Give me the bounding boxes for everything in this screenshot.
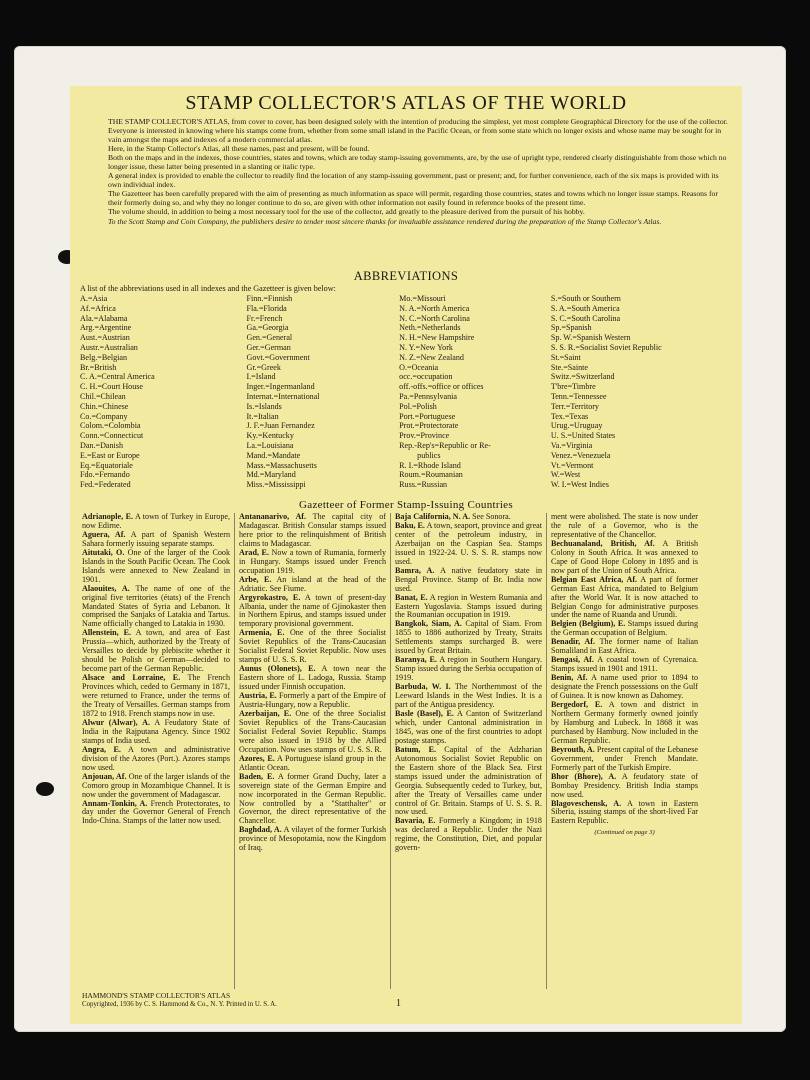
entry-text: A coastal town of Cyrenaica. Stamps issued in 1901 and 1911. (551, 655, 698, 674)
abbreviation-column (80, 294, 246, 490)
abbreviation-item: Sp.=Spanish (550, 323, 592, 333)
intro-paragraph: Both on the maps and in the indexes, those countries, states and towns, which are today stamp-issuing governments, are, by the use of upright type, rendered clearly distinguishable from those which no longer issue, these latter being presented in a slanting or italic type. (108, 153, 727, 172)
gazetteer-entry (395, 522, 542, 567)
entry-text: A part of former German East Africa, mandated to Belgium after the World War. It is now attached to Belgian Congo for administrative purposes under the name of Ruanda and Urundi. (551, 574, 698, 620)
publication-name: HAMMOND'S STAMP COLLECTOR'S ATLAS (82, 991, 231, 1000)
atlas-page (70, 86, 742, 1024)
entry-name: Bechuanaland, British, Af. (551, 538, 655, 548)
entry-name: Arbe, E. (239, 574, 272, 584)
gazetteer-entry (82, 513, 230, 531)
entry-name: Batum, E. (395, 744, 437, 754)
entry-name: Baja California, N. A. (395, 513, 471, 521)
entry-text: A town in Eastern Siberia, issuing stamps of the short-lived Far Eastern Republic. (551, 798, 698, 826)
gazetteer-entry (82, 800, 230, 827)
entry-name: Argyrokastro, E. (239, 592, 301, 602)
abbreviation-column (246, 294, 399, 490)
abbreviation-item: Chil.=Chilean (80, 391, 126, 401)
entry-name: Bangkok, Siam, A. (395, 619, 462, 629)
gazetteer-entry (551, 773, 698, 800)
gazetteer-columns (78, 513, 740, 989)
abbreviation-item: Russ.=Russian (399, 480, 448, 490)
abbreviation-item: Switz.=Switzerland (550, 372, 615, 382)
gazetteer-entry (395, 746, 542, 818)
entry-text: See Sonora. (472, 513, 511, 521)
entry-text: The former name of Italian Somaliland in East Africa. (551, 637, 698, 656)
gazetteer-entry (395, 594, 542, 621)
abbreviation-item: Prot.=Protectorate (399, 421, 459, 431)
abbreviation-item: S. S. R.=Socialist Soviet Republic (550, 342, 662, 352)
gazetteer-entry (239, 576, 386, 594)
gazetteer-entry (82, 585, 230, 630)
entry-name: Antananarivo, Af. (239, 513, 307, 521)
acknowledgement: To the Scott Stamp and Coin Company, the publishers desire to tender most sincere thanks for invaluable assistance rendered during the preparation of the Stamp Collector's Atlas. (108, 216, 662, 226)
abbreviation-item: Rep.-Rep's=Republic or Re- (399, 440, 491, 450)
abbreviation-item: Prov.=Province (399, 431, 450, 441)
abbreviation-item: U. S.=United States (550, 431, 616, 441)
abbreviation-item: Fla.=Florida (246, 303, 287, 313)
gazetteer-entry (551, 746, 698, 773)
gazetteer-entry (82, 674, 230, 719)
gazetteer-entry (239, 692, 386, 710)
abbreviation-item: I.=Island (246, 372, 276, 382)
entry-name: Bergedorf, E. (551, 700, 603, 710)
gazetteer-entry (395, 620, 542, 656)
intro-paragraph: A general index is provided to enable the collector to readily find the location of any stamp-issuing government, past or present; and, for further convenience, each of the six maps is provided with its own individual index. (108, 171, 719, 190)
abbreviation-item: Fdo.=Fernando (80, 470, 130, 480)
abbreviation-item: N. H.=New Hampshire (399, 333, 475, 343)
gazetteer-entry (551, 513, 698, 540)
intro-paragraph: THE STAMP COLLECTOR'S ATLAS, from cover to cover, has been designed solely with the intention of producing the simplest, yet most complete Geographical Directory for the use of the collector. (108, 117, 728, 126)
gazetteer-entry (551, 638, 698, 656)
entry-name: Alaouites, A. (82, 583, 130, 593)
abbreviation-item: Aust.=Austrian (80, 333, 130, 343)
abbreviation-item: Chin.=Chinese (80, 401, 129, 411)
abbreviation-item: La.=Louisiana (246, 440, 294, 450)
abbreviation-item: Fr.=French (246, 313, 283, 323)
entry-name: Annam-Tonkin, A. (82, 798, 148, 808)
gazetteer-entry (239, 629, 386, 665)
abbreviation-item: Md.=Maryland (246, 470, 296, 480)
entry-name: Allenstein, E. (82, 628, 132, 638)
gazetteer-column (234, 513, 390, 989)
entry-name: Benin, Af. (551, 673, 588, 683)
abbreviation-item: N. Y.=New York (399, 342, 453, 352)
abbreviation-item: Vt.=Vermont (550, 460, 594, 470)
abbreviation-item: Fed.=Federated (80, 480, 131, 490)
entry-name: Bamra, A. (395, 565, 435, 575)
intro-paragraph: Here, in the Stamp Collector's Atlas, all these names, past and present, will be found. (108, 144, 370, 154)
abbreviation-item: Mo.=Missouri (399, 294, 446, 303)
entry-text: A region in Western Rumania and Eastern Yugoslavia. Stamps issued during the Roumanian occupation in 1919. (395, 592, 542, 620)
entry-name: Adrianople, E. (82, 513, 133, 521)
entry-text: A vilayet of the former Turkish province of Mesopotamia, now the Kingdom of Iraq. (239, 825, 386, 853)
gazetteer-entry (239, 773, 386, 827)
abbreviation-item: Ger.=German (246, 342, 291, 352)
gazetteer-entry (551, 701, 698, 746)
abbreviation-item: Miss.=Mississippi (246, 480, 306, 490)
entry-name: Belgien (Belgium), E. (551, 619, 626, 629)
gazetteer-entry (395, 683, 542, 710)
entry-name: Beyrouth, A. (551, 744, 595, 754)
abbreviation-item: Internat.=International (246, 391, 320, 401)
abbreviation-item: Sp. W.=Spanish Western (550, 333, 631, 343)
entry-text: A Feudatory State of India in the Rajputana Agency. Since 1902 stamps of India used. (82, 717, 230, 745)
gazetteer-entry (551, 800, 698, 827)
abbreviation-item: S. C.=South Carolina (550, 313, 621, 323)
abbreviation-column (551, 294, 738, 490)
intro-text (108, 117, 732, 226)
abbreviation-item: Ky.=Kentucky (246, 431, 294, 441)
abbreviation-item: Ga.=Georgia (246, 323, 289, 333)
intro-paragraph: The volume should, in addition to being a most necessary tool for the use of the collector, add greatly to the pleasure derived from the pursuit of his hobby. (108, 207, 585, 217)
entry-text: A region in Southern Hungary. Stamp issued during the Serbia occupation of 1919. (395, 655, 543, 683)
punch-hole-bottom (36, 782, 54, 796)
abbreviation-item: S. A.=South America (550, 303, 620, 313)
gazetteer-entry (82, 531, 230, 549)
abbreviation-item: E.=East or Europe (80, 450, 140, 460)
entry-text: The capital city of Madagascar. British Consular stamps issued here prior to the relinquishment of British claims to Madagascar. (239, 513, 386, 548)
abbreviation-item: It.=Italian (246, 411, 279, 421)
abbreviation-item: A.=Asia (80, 294, 108, 303)
gazetteer-entry (239, 513, 386, 549)
abbreviation-item: S.=South or Southern (550, 294, 621, 303)
entry-text: A town, and area of East Prussia—which, authorized by the Treaty of Versailles to decide by plebiscite whether it should be Polish or German—decided to become part of the German Republic. (82, 628, 231, 674)
entry-name: Austria, E. (239, 691, 277, 701)
gazetteer-entry (239, 594, 386, 630)
abbreviation-column (399, 294, 551, 490)
entry-text: Present capital of the Lebanese Government, under French Mandate. Formerly part of the Turkish Empire. (551, 744, 698, 772)
abbreviation-item: off.-offs.=office or offices (399, 382, 484, 392)
entry-text: A former Grand Duchy, later a sovereign state of the German Empire and now incorporated in the German Republic. Now controlled by a "Statthalter" or Governor, the direct representative of the Chancellor. (239, 771, 387, 826)
abbreviation-item: Pa.=Pennsylvania (399, 391, 457, 401)
gazetteer-entry (239, 665, 386, 692)
abbreviation-item: N. Z.=New Zealand (399, 352, 464, 362)
gazetteer-entry (395, 656, 542, 683)
entry-text: A feudatory state of Bombay Presidency. British India stamps now used. (551, 771, 698, 799)
abbreviation-item: occ.=occupation (399, 372, 453, 382)
gazetteer-entry (82, 629, 230, 674)
gazetteer-entry (82, 549, 230, 585)
abbreviation-item: Terr.=Territory (550, 401, 599, 411)
entry-name: Aunus (Olonets), E. (239, 664, 316, 674)
abbreviation-item: O.=Oceania (399, 362, 439, 372)
abbreviation-item: Finn.=Finnish (246, 294, 293, 303)
entry-text: Stamps issued during the German occupation of Belgium. (551, 619, 698, 638)
entry-text: A name used prior to 1894 to designate the French possessions on the Gulf of Guinea. It is now known as Dahomey. (551, 673, 698, 701)
abbreviation-item: St.=Saint (550, 352, 581, 362)
entry-name: Basle (Basel), E. (395, 708, 454, 718)
intro-paragraph: The Gazetteer has been carefully prepared with the aim of presenting as much information as space will permit, regarding those countries, states and towns which no longer issue stamps. Reasons for their formerly doing so, and why they no longer continue to do so, are given with other information not easily found in reference books of the present time. (108, 189, 718, 208)
abbreviations-heading: ABBREVIATIONS (353, 269, 459, 283)
entry-name: Alsace and Lorraine, E. (82, 673, 181, 683)
abbreviation-item: Arg.=Argentine (80, 323, 132, 333)
abbreviation-item: Pol.=Polish (399, 401, 437, 411)
abbreviation-item: Venez.=Venezuela (550, 450, 611, 460)
abbreviation-item: Gen.=General (246, 333, 293, 343)
abbreviation-item: Mass.=Massachusetts (246, 460, 317, 470)
entry-name: Armenia, E. (239, 628, 285, 638)
entry-name: Baku, E. (395, 520, 425, 530)
entry-text: A British Colony in South Africa. It was annexed to Cape of Good Hope Colony in 1895 and is now part of the Union of South Africa. (551, 538, 699, 575)
entry-name: Azores, E. (239, 753, 275, 763)
entry-text: A Portuguese island group in the Atlantic Ocean. (239, 753, 386, 772)
gazetteer-heading: Gazetteer of Former Stamp-Issuing Countries (299, 499, 513, 511)
abbreviation-item: C. H.=Court House (80, 382, 144, 392)
entry-text: A Canton of Switzerland which, under Cantonal administration in 1845, was one of the first countries to adopt postage stamps. (395, 708, 542, 745)
entry-text: A town and district in Northern Germany formerly owned jointly by Hamburg and Lubeck. In 1868 it was purchased by Hamburg. Now included in the German Republic. (551, 700, 699, 745)
entry-name: Azerbaijan, E. (239, 708, 292, 718)
abbreviation-item: Tenn.=Tennessee (550, 391, 607, 401)
abbreviation-item: R. I.=Rhode Island (399, 460, 461, 470)
abbreviation-item: T'bre=Timbre (550, 382, 596, 392)
page-number: 1 (396, 998, 401, 1009)
entry-name: Barbuda, W. I. (395, 682, 451, 692)
gazetteer-entry (551, 620, 698, 638)
abbreviation-item: Is.=Islands (246, 401, 282, 411)
abbreviation-item: Govt.=Government (246, 352, 310, 362)
gazetteer-entry (82, 719, 230, 746)
gazetteer-entry (395, 710, 542, 746)
entry-text: The French Provinces which, ceded to Germany in 1871, were returned to France, under the terms of the Treaty of Versailles. German stamps from 1872 to 1918. French stamps now in use. (82, 673, 230, 718)
entry-name: Benadir, Af. (551, 637, 595, 647)
entry-name: Angra, E. (82, 744, 121, 754)
entry-text: ment were abolished. The state is now under the rule of a Governor, who is the representative of the Chancellor. (551, 513, 698, 539)
entry-text: A town of present-day Albania, under the name of Gjinokaster then in Northern Epirus, and stamps issued under temporary provisional government. (239, 592, 386, 629)
entry-text: French Protectorates, to day under the Governor General of French Indo-China. Stamps of the latter now used. (82, 798, 231, 826)
entry-name: Banat, E. (395, 592, 428, 602)
intro-paragraph: Everyone is interested in knowing where his stamps come from, whether from some small island in the Pacific Ocean, or from some state which no longer exists and whose name may be sought for in vain amongst the maps and indexes of a modern commercial atlas. (108, 126, 722, 145)
abbreviation-item: N. C.=North Carolina (399, 313, 470, 323)
abbreviation-item: Port.=Portuguese (399, 411, 456, 421)
entry-text: A town and administrative division of the Azores (Port.). Azores stamps now used. (82, 744, 230, 772)
entry-text: Formerly a part of the Empire of Austria-Hungary, now a Republic. (239, 691, 386, 710)
abbreviation-item: J. F.=Juan Fernandez (246, 421, 315, 431)
entry-text: The name of one of the original five territories (états) of the French Mandated States of Syria and Lebanon. It comprised the Sanjaks of Latakia and Tartus. Name officially changed to Latakia in 1930. (82, 583, 230, 629)
entry-name: Alwur (Alwar), A. (82, 717, 150, 727)
gazetteer-entry (551, 674, 698, 701)
abbreviation-item: Br.=British (80, 362, 117, 372)
abbreviation-item: N. A.=North America (399, 303, 470, 313)
entry-name: Blagoveschensk, A. (551, 798, 622, 808)
abbreviation-item: Af.=Africa (80, 303, 116, 313)
entry-text: Capital of Siam. From 1855 to 1886 authorized by Treaty, Straits Settlements stamps surcharged B. were issued by Great Britain. (395, 619, 542, 656)
abbreviation-item: Roum.=Roumanian (399, 470, 463, 480)
abbreviations-intro: A list of the abbreviations used in all indexes and the Gazetteer is given below: (80, 284, 336, 293)
entry-name: Arad, E. (239, 547, 269, 557)
entry-text: One of the three Socialist Soviet Republics of the Trans-Caucasian Socialist Federal Soviet Republic. Stamps were also issued in 1918 by the Allied Occupation. Now uses stamps of U. S. S. R. (239, 708, 386, 754)
entry-name: Anjouan, Af. (82, 771, 127, 781)
entry-name: Baranya, E. (395, 655, 437, 665)
abbreviation-item: W. I.=West Indies (550, 480, 609, 490)
entry-name: Belgian East Africa, Af. (551, 574, 638, 584)
entry-text: An island at the head of the Adriatic. See Fiume. (239, 574, 387, 593)
entry-name: Aguera, Af. (82, 529, 126, 539)
abbreviation-item: Mand.=Mandate (246, 450, 301, 460)
entry-name: Baghdad, A. (239, 825, 282, 835)
entry-text: One of the three Socialist Soviet Republics of the Trans-Caucasian Socialist Federal Soviet Republic. Now uses stamps of U. S. S. R. (239, 628, 386, 665)
abbreviation-item: Neth.=Netherlands (399, 323, 461, 333)
abbreviation-item: Urug.=Uruguay (550, 421, 603, 431)
abbreviation-item: Ste.=Sainte (550, 362, 588, 372)
gazetteer-entry (239, 710, 386, 755)
gazetteer-column (546, 513, 702, 989)
abbreviations-list (80, 294, 738, 490)
entry-text: Capital of the Adzharian Autonomous Socialist Soviet Republic on the Eastern shore of the Black Sea. First stamps issued under the administration of Georgia. Subsequently ceded to Turkey, but, after the Treaty of Versailles came under control of Gr. Britain. Stamps of U. S. S. R. now used. (395, 744, 542, 817)
entry-text: A native feudatory state in Bengal Province. Stamp of Br. India now used. (395, 565, 543, 593)
entry-text: One of the larger islands of the Comoro group in Mozambique Channel. It is now under the government of Madagascar. (82, 771, 230, 799)
entry-name: Aitutaki, O. (82, 547, 125, 557)
entry-text: Formerly a Kingdom; in 1918 was declared a Republic. Under the Nazi regime, the Constitution, Diet, and popular govern- (395, 816, 542, 853)
entry-text: Now a town of Rumania, formerly in Hungary. Stamps issued under French occupation 1919. (239, 547, 386, 575)
footer (82, 992, 277, 1009)
entry-text: A town near the Eastern shore of L. Ladoga, Russia. Stamp issued under Finnish occupation. (239, 664, 386, 692)
abbreviation-item: Conn.=Connecticut (80, 431, 144, 441)
entry-name: Bhor (Bhore), A. (551, 771, 617, 781)
gazetteer-entry (239, 826, 386, 853)
entry-name: Baden, E. (239, 771, 275, 781)
gazetteer-entry (239, 549, 386, 576)
abbreviation-item: Ala.=Alabama (80, 313, 128, 323)
abbreviation-item: Gr.=Greek (246, 362, 281, 372)
gazetteer-entry (395, 817, 542, 853)
abbreviation-item: publics (417, 450, 441, 460)
abbreviation-item: Colom.=Colombia (80, 421, 141, 431)
abbreviation-item: Dan.=Danish (80, 440, 124, 450)
entry-text: One of the larger of the Cook Islands in the South Pacific Ocean. The Cook Islands were annexed to New Zealand in 1901. (82, 547, 230, 584)
gazetteer-entry (551, 656, 698, 674)
entry-text: A town of Turkey in Europe, now Edirne. (82, 513, 230, 530)
abbreviation-item: Eq.=Equatoriale (80, 460, 133, 470)
gazetteer-entry (551, 576, 698, 621)
entry-name: Bengasi, Af. (551, 655, 594, 665)
gazetteer-entry (551, 540, 698, 576)
page-title: STAMP COLLECTOR'S ATLAS OF THE WORLD (185, 92, 627, 114)
gazetteer-entry (395, 567, 542, 594)
entry-text: A part of Spanish Western Sahara formerly issuing separate stamps. (82, 529, 231, 548)
entry-name: Bavaria, E. (395, 816, 436, 826)
continued-note: (Continued on page 3) (594, 829, 655, 837)
gazetteer-entry (82, 773, 230, 800)
entry-text: The Northernmost of the Leeward Islands in the West Indies. It is a part of the Antigua presidency. (395, 682, 542, 710)
abbreviation-item: Va.=Virginia (550, 440, 593, 450)
gazetteer-entry (82, 746, 230, 773)
abbreviation-item: Inger.=Ingermanland (246, 382, 315, 392)
abbreviation-item: W.=West (550, 470, 581, 480)
abbreviation-item: Co.=Company (80, 411, 128, 421)
copyright-imprint: Copyrighted, 1936 by C. S. Hammond & Co., N. Y. Printed in U. S. A. (82, 1000, 277, 1008)
entry-text: A town, seaport, province and great center of the petroleum industry, in Azerbaijan on the Caspian Sea. Stamps issued in 1922-24. U. S. S. R. stamps now used. (395, 520, 542, 566)
gazetteer-column (390, 513, 546, 989)
gazetteer-column (78, 513, 234, 989)
abbreviation-item: C. A.=Central America (80, 372, 155, 382)
abbreviation-item: Belg.=Belgian (80, 352, 128, 362)
abbreviation-item: Austr.=Australian (80, 342, 138, 352)
abbreviation-item: Tex.=Texas (550, 411, 589, 421)
gazetteer-entry (239, 755, 386, 773)
